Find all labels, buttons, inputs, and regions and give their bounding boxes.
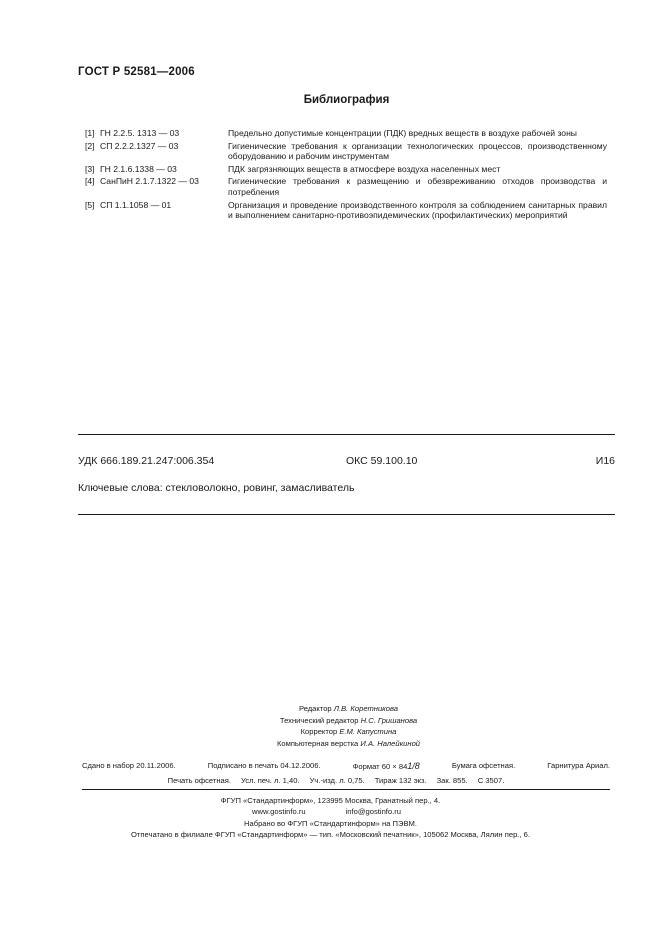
keywords: Ключевые слова: стекловолокно, ровинг, замасливатель [78, 482, 355, 494]
entry-number: [1] [85, 128, 95, 138]
credit-role: Технический редактор [279, 715, 359, 725]
group-code: И16 [595, 455, 615, 467]
credits-block [0, 703, 661, 749]
bibliography-list [85, 128, 607, 223]
bibliography-title [0, 94, 661, 106]
publisher-email[interactable]: info@gostinfo.ru [345, 807, 402, 817]
print-method: Печать офсетная. [167, 776, 231, 785]
entry-code: СанПиН 2.1.7.1322 — 03 [100, 176, 199, 187]
oks-code: ОКС 59.100.10 [346, 455, 418, 467]
credit-person: И.А. Налейкиной [360, 738, 421, 748]
print-run: Тираж 132 экз. [374, 776, 427, 785]
paper-type: Бумага офсетная. [451, 761, 516, 770]
bibliography-title-text: Библиография [303, 94, 390, 106]
entry-number: [4] [85, 176, 95, 187]
font-info: Гарнитура Ариал. [547, 761, 610, 770]
publisher-block [0, 795, 661, 841]
credit-person: Е.М. Капустина [339, 727, 397, 737]
printing-note: Отпечатано в филиале ФГУП «Стандартинформ» — тип. «Московский печатник», 105062 Москва, Лялин пер., 6. [131, 830, 530, 840]
credit-person: Н.С. Гришанова [360, 715, 418, 725]
bibliography-entry [85, 176, 607, 197]
udk-code: УДК 666.189.21.247:006.354 [78, 455, 215, 467]
credit-corrector [0, 726, 661, 738]
order-number: Зак. 855. [436, 776, 468, 785]
entry-description: ПДК загрязняющих веществ в атмосфере воздуха населенных мест [228, 163, 501, 174]
divider-top [78, 434, 615, 435]
format-text: Формат 60 × 84 [352, 762, 408, 771]
entry-code: ГН 2.1.6.1338 — 03 [100, 163, 177, 174]
paper-format [353, 759, 420, 774]
divider-bottom [78, 514, 615, 515]
entry-number: [3] [85, 163, 95, 174]
entry-code: СП 2.2.2.1327 — 03 [100, 140, 179, 151]
entry-description: Гигиенические требования к организации технологических процессов, производственному оборудованию и рабочим инструментам [228, 140, 607, 162]
publisher-address: ФГУП «Стандартинформ», 123995 Москва, Гранатный пер., 4. [220, 796, 441, 805]
credit-role: Корректор [300, 727, 338, 737]
credit-layout [0, 738, 661, 750]
print-info-row [82, 759, 610, 774]
bibliography-entry [85, 141, 607, 162]
print-info [82, 759, 610, 788]
entry-description: Гигиенические требования к размещению и обезвреживанию отходов производства и потребления [228, 176, 607, 197]
entry-code: СП 1.1.1058 — 01 [100, 199, 172, 210]
print-info-row [82, 774, 610, 788]
entry-number: [2] [85, 140, 95, 151]
entry-description: Организация и проведение производственного контроля за соблюдением санитарных правил и выполнением санитарно-противоэпидемических (профилактических) мероприятий [228, 199, 607, 221]
credit-role: Компьютерная верстка [276, 738, 359, 748]
credit-tech-editor [0, 715, 661, 727]
publisher-website[interactable]: www.gostinfo.ru [251, 807, 306, 817]
document-header-code: ГОСТ Р 52581—2006 [78, 66, 195, 78]
entry-code: ГН 2.2.5. 1313 — 03 [100, 128, 180, 138]
print-code: С 3507. [477, 776, 505, 785]
typeset-note: Набрано во ФГУП «Стандартинформ» на ПЭВМ. [244, 818, 417, 828]
entry-description: Предельно допустимые концентрации (ПДК) вредных веществ в воздухе рабочей зоны [228, 128, 577, 138]
credit-person: Л.В. Коретникова [333, 704, 399, 713]
bibliography-entry [85, 200, 607, 221]
bibliography-entry [85, 128, 607, 139]
format-fraction: 1/8 [407, 761, 420, 771]
print-sheets: Усл. печ. л. 1,40. [241, 776, 300, 785]
signed-date: Подписано в печать 04.12.2006. [207, 761, 321, 770]
bibliography-entry [85, 164, 607, 175]
typeset-date: Сдано в набор 20.11.2006. [82, 761, 176, 770]
entry-number: [5] [85, 199, 95, 210]
publisher-contacts [0, 806, 657, 817]
publisher-sheets: Уч.-изд. л. 0,75. [309, 776, 365, 785]
credit-editor [0, 703, 661, 715]
divider-print [82, 789, 610, 790]
credit-role: Редактор [298, 704, 332, 713]
